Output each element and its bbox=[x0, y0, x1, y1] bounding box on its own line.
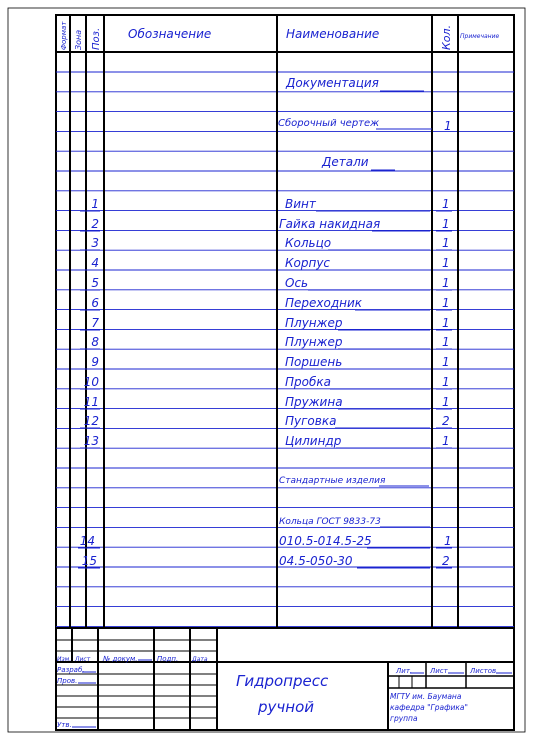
tb-label-date: Дата bbox=[192, 656, 208, 663]
item-pos: 1 bbox=[91, 197, 99, 211]
header-name: Наименование bbox=[286, 27, 380, 41]
item-name: Корпус bbox=[285, 256, 331, 270]
list-item bbox=[84, 375, 450, 389]
item-qty: 1 bbox=[444, 534, 452, 548]
section-standard: Стандартные изделия bbox=[279, 476, 386, 486]
tb-label-sheets: Листов bbox=[470, 667, 497, 675]
item-qty: 1 bbox=[442, 434, 450, 448]
item-qty: 1 bbox=[444, 119, 452, 133]
tb-label-lit: Лит. bbox=[396, 667, 413, 675]
list-item bbox=[91, 296, 449, 310]
item-pos: 14 bbox=[79, 534, 95, 548]
list-item bbox=[91, 256, 449, 270]
list-item bbox=[80, 534, 452, 548]
header-qty: Кол. bbox=[440, 24, 453, 50]
list-item bbox=[91, 355, 449, 369]
list-item bbox=[84, 434, 450, 448]
item-name: Плунжер bbox=[285, 335, 343, 349]
tb-label-approved: Утв. bbox=[57, 721, 72, 729]
organization-line2: кафедра "Графика" bbox=[390, 703, 468, 712]
item-qty: 1 bbox=[442, 296, 450, 310]
item-pos: 2 bbox=[91, 217, 99, 231]
item-name: Сборочный чертеж bbox=[278, 118, 380, 129]
item-qty: 1 bbox=[442, 217, 450, 231]
item-name: Цилиндр bbox=[285, 434, 342, 448]
item-qty: 2 bbox=[442, 554, 450, 568]
item-list bbox=[80, 117, 452, 568]
item-pos: 5 bbox=[91, 276, 99, 290]
item-qty: 1 bbox=[442, 355, 450, 369]
item-name: Гайка накидная bbox=[279, 217, 381, 231]
tb-label-signature: Подп. bbox=[157, 655, 179, 663]
item-pos: 15 bbox=[81, 554, 97, 568]
header-pos: Поз. bbox=[91, 27, 102, 50]
item-pos: 13 bbox=[83, 434, 99, 448]
section-details: Детали bbox=[322, 155, 369, 169]
header-designation: Обозначение bbox=[128, 27, 212, 41]
item-name: Кольца ГОСТ 9833-73 bbox=[279, 517, 381, 527]
item-qty: 1 bbox=[442, 256, 450, 270]
item-qty: 1 bbox=[442, 276, 450, 290]
header-note: Примечание bbox=[460, 33, 500, 40]
list-item bbox=[84, 395, 450, 409]
title-block bbox=[56, 628, 514, 730]
list-item bbox=[82, 554, 450, 568]
list-item bbox=[278, 117, 452, 133]
item-pos: 8 bbox=[91, 335, 99, 349]
item-pos: 10 bbox=[83, 375, 99, 389]
item-pos: 12 bbox=[83, 414, 99, 428]
tb-label-developed: Разраб. bbox=[57, 666, 85, 674]
list-item bbox=[91, 276, 449, 290]
list-item bbox=[91, 316, 449, 330]
item-name: Кольцо bbox=[285, 236, 332, 250]
item-name: 010.5-014.5-25 bbox=[279, 534, 372, 548]
item-pos: 3 bbox=[91, 236, 99, 250]
item-pos: 4 bbox=[91, 256, 99, 270]
item-pos: 6 bbox=[91, 296, 99, 310]
item-name: Пружина bbox=[285, 395, 343, 409]
tb-label-sheet: Лист bbox=[75, 656, 91, 663]
organization-line1: МГТУ им. Баумана bbox=[390, 692, 462, 701]
tb-label-checked: Пров. bbox=[57, 677, 78, 685]
item-name: Поршень bbox=[285, 355, 343, 369]
item-qty: 1 bbox=[442, 335, 450, 349]
item-pos: 9 bbox=[91, 355, 99, 369]
item-name: Ось bbox=[285, 276, 309, 290]
item-name: Пробка bbox=[285, 375, 331, 389]
tb-label-change: Изм. bbox=[57, 656, 72, 663]
item-qty: 1 bbox=[442, 395, 450, 409]
item-name: Плунжер bbox=[285, 316, 343, 330]
document-title-line1: Гидропресс bbox=[236, 672, 329, 690]
item-qty: 1 bbox=[442, 316, 450, 330]
list-item bbox=[91, 335, 449, 349]
item-name: Винт bbox=[285, 197, 316, 211]
item-name: 04.5-050-30 bbox=[279, 554, 353, 568]
item-qty: 2 bbox=[442, 414, 450, 428]
item-qty: 1 bbox=[442, 197, 450, 211]
section-documentation: Документация bbox=[286, 76, 379, 90]
item-pos: 7 bbox=[91, 316, 99, 330]
document-title-line2: ручной bbox=[258, 698, 314, 716]
item-qty: 1 bbox=[442, 375, 450, 389]
list-item bbox=[91, 217, 449, 231]
tb-label-docno: № докум. bbox=[103, 655, 138, 663]
header-zone: Зона bbox=[74, 29, 83, 50]
item-qty: 1 bbox=[442, 236, 450, 250]
list-item bbox=[91, 197, 449, 211]
header-format: Формат bbox=[60, 21, 68, 50]
list-item bbox=[279, 517, 381, 527]
list-item bbox=[91, 236, 449, 250]
table-header bbox=[60, 21, 499, 50]
item-name: Переходник bbox=[285, 296, 363, 310]
item-name: Пуговка bbox=[285, 414, 337, 428]
item-pos: 11 bbox=[83, 395, 99, 409]
list-item bbox=[84, 414, 450, 428]
tb-label-sheet2: Лист bbox=[430, 667, 448, 675]
organization-line3: группа bbox=[390, 714, 418, 723]
